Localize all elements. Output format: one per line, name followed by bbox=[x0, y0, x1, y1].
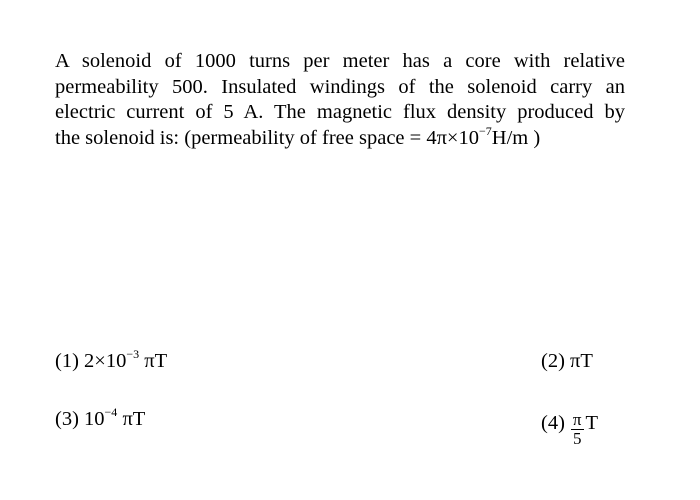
question-line-1: A solenoid of 1000 turns per meter has a core with relative bbox=[55, 50, 625, 72]
option-4-label: (4) bbox=[541, 412, 565, 435]
option-4-fraction bbox=[571, 411, 584, 448]
option-1-exponent: −3 bbox=[126, 347, 140, 361]
option-1-label: (1) bbox=[55, 350, 79, 372]
option-1[interactable] bbox=[55, 348, 167, 374]
question-line-4-text: the solenoid is: (permeability of free space bbox=[55, 126, 405, 149]
option-1-base: 2×10 bbox=[84, 350, 127, 372]
option-2-value: πT bbox=[570, 350, 593, 372]
option-3-suffix: πT bbox=[122, 408, 146, 430]
option-4-suffix: T bbox=[585, 412, 599, 435]
option-2-label: (2) bbox=[541, 350, 565, 372]
question-text bbox=[55, 49, 625, 151]
permeability-equation: = 4π×10 bbox=[404, 126, 479, 149]
option-3-exponent: −4 bbox=[104, 405, 118, 419]
permeability-unit: H/m ) bbox=[491, 126, 541, 149]
option-4[interactable] bbox=[541, 406, 599, 448]
option-1-suffix: πT bbox=[144, 350, 168, 372]
option-3[interactable] bbox=[55, 406, 145, 432]
option-4-denominator: 5 bbox=[572, 429, 582, 448]
question-line-3: electric current of 5 A. The magnetic flux density produced by bbox=[55, 101, 625, 123]
option-3-label: (3) bbox=[55, 408, 79, 430]
question-line-2: permeability 500. Insulated windings of the solenoid carry an bbox=[55, 75, 625, 98]
option-3-base: 10 bbox=[84, 408, 105, 430]
option-4-numerator: π bbox=[572, 410, 582, 429]
option-2[interactable] bbox=[541, 348, 593, 374]
question-line-4 bbox=[55, 123, 625, 152]
permeability-exponent: −7 bbox=[479, 123, 492, 138]
